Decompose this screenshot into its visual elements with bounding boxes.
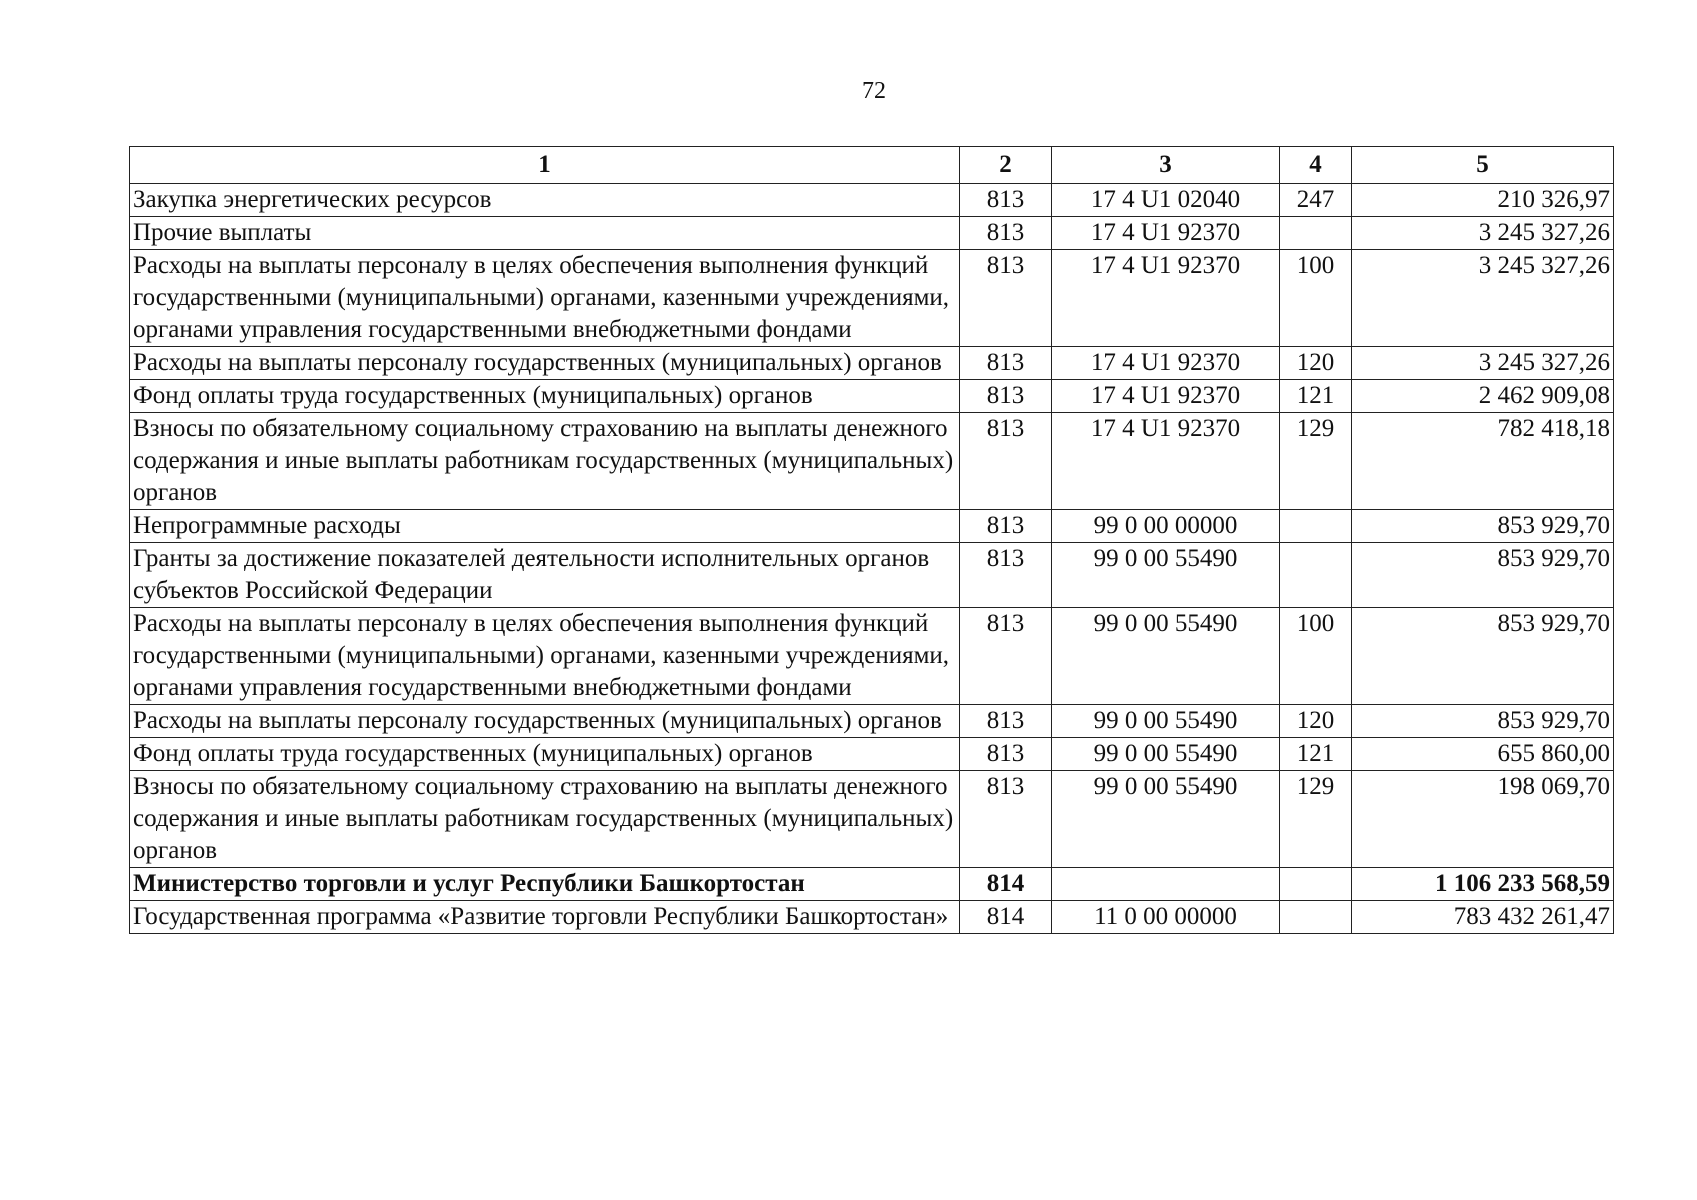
expense-name-cell: Министерство торговли и услуг Республики Башкортостан: [130, 868, 960, 901]
expense-name-cell: Фонд оплаты труда государственных (муниципальных) органов: [130, 380, 960, 413]
admin-code-cell: 813: [960, 771, 1052, 868]
table-row: [130, 250, 1614, 347]
admin-code-cell: 813: [960, 543, 1052, 608]
expense-name-cell: Взносы по обязательному социальному страхованию на выплаты денежного содержания и иные выплаты работникам государственных (муниципальных) органов: [130, 771, 960, 868]
target-code-cell: 17 4 U1 92370: [1052, 347, 1280, 380]
amount-cell: 3 245 327,26: [1352, 217, 1614, 250]
target-code-cell: 17 4 U1 92370: [1052, 413, 1280, 510]
admin-code-cell: 813: [960, 510, 1052, 543]
expense-type-cell: 120: [1280, 705, 1352, 738]
admin-code-cell: 813: [960, 217, 1052, 250]
table-row: [130, 771, 1614, 868]
amount-cell: 2 462 909,08: [1352, 380, 1614, 413]
expense-name-cell: Расходы на выплаты персоналу в целях обеспечения выполнения функций государственными (муниципальными) органами, казенными учреждениями, органами управления государственными внебюджетными фондами: [130, 250, 960, 347]
target-code-cell: 17 4 U1 02040: [1052, 184, 1280, 217]
amount-cell: 3 245 327,26: [1352, 347, 1614, 380]
expense-name-cell: Взносы по обязательному социальному страхованию на выплаты денежного содержания и иные выплаты работникам государственных (муниципальных) органов: [130, 413, 960, 510]
table-row: [130, 510, 1614, 543]
target-code-cell: 17 4 U1 92370: [1052, 250, 1280, 347]
admin-code-cell: 813: [960, 738, 1052, 771]
expense-type-cell: [1280, 217, 1352, 250]
header-row: [130, 147, 1614, 184]
col-header-1: 1: [130, 147, 960, 184]
expense-type-cell: [1280, 901, 1352, 934]
amount-cell: 198 069,70: [1352, 771, 1614, 868]
expense-name-cell: Государственная программа «Развитие торговли Республики Башкортостан»: [130, 901, 960, 934]
amount-cell: 853 929,70: [1352, 543, 1614, 608]
amount-cell: 853 929,70: [1352, 510, 1614, 543]
admin-code-cell: 813: [960, 380, 1052, 413]
target-code-cell: 99 0 00 55490: [1052, 705, 1280, 738]
expense-name-cell: Гранты за достижение показателей деятельности исполнительных органов субъектов Российской Федерации: [130, 543, 960, 608]
table-row: [130, 868, 1614, 901]
table-row: [130, 184, 1614, 217]
expense-name-cell: Непрограммные расходы: [130, 510, 960, 543]
amount-cell: 782 418,18: [1352, 413, 1614, 510]
admin-code-cell: 813: [960, 184, 1052, 217]
expense-name-cell: Прочие выплаты: [130, 217, 960, 250]
expense-type-cell: 120: [1280, 347, 1352, 380]
expense-type-cell: [1280, 510, 1352, 543]
table-body: [130, 184, 1614, 934]
expense-type-cell: 121: [1280, 738, 1352, 771]
table-row: [130, 217, 1614, 250]
expense-type-cell: 129: [1280, 771, 1352, 868]
table-row: [130, 380, 1614, 413]
expense-type-cell: 129: [1280, 413, 1352, 510]
expense-name-cell: Расходы на выплаты персоналу в целях обеспечения выполнения функций государственными (муниципальными) органами, казенными учреждениями, органами управления государственными внебюджетными фондами: [130, 608, 960, 705]
table-row: [130, 347, 1614, 380]
target-code-cell: [1052, 868, 1280, 901]
expense-name-cell: Закупка энергетических ресурсов: [130, 184, 960, 217]
amount-cell: 1 106 233 568,59: [1352, 868, 1614, 901]
table-row: [130, 543, 1614, 608]
table-row: [130, 901, 1614, 934]
col-header-5: 5: [1352, 147, 1614, 184]
col-header-4: 4: [1280, 147, 1352, 184]
expense-type-cell: [1280, 543, 1352, 608]
expense-type-cell: 247: [1280, 184, 1352, 217]
amount-cell: 853 929,70: [1352, 705, 1614, 738]
col-header-3: 3: [1052, 147, 1280, 184]
target-code-cell: 99 0 00 55490: [1052, 771, 1280, 868]
expense-type-cell: 100: [1280, 250, 1352, 347]
admin-code-cell: 813: [960, 413, 1052, 510]
target-code-cell: 99 0 00 55490: [1052, 608, 1280, 705]
expense-type-cell: [1280, 868, 1352, 901]
admin-code-cell: 813: [960, 608, 1052, 705]
amount-cell: 783 432 261,47: [1352, 901, 1614, 934]
expense-type-cell: 121: [1280, 380, 1352, 413]
table-row: [130, 705, 1614, 738]
admin-code-cell: 814: [960, 868, 1052, 901]
budget-table: [129, 146, 1614, 934]
admin-code-cell: 814: [960, 901, 1052, 934]
expense-name-cell: Расходы на выплаты персоналу государственных (муниципальных) органов: [130, 347, 960, 380]
amount-cell: 3 245 327,26: [1352, 250, 1614, 347]
table-row: [130, 413, 1614, 510]
amount-cell: 210 326,97: [1352, 184, 1614, 217]
admin-code-cell: 813: [960, 347, 1052, 380]
target-code-cell: 99 0 00 55490: [1052, 543, 1280, 608]
target-code-cell: 99 0 00 00000: [1052, 510, 1280, 543]
target-code-cell: 17 4 U1 92370: [1052, 217, 1280, 250]
table-row: [130, 738, 1614, 771]
page-number: 72: [862, 78, 886, 104]
expense-name-cell: Расходы на выплаты персоналу государственных (муниципальных) органов: [130, 705, 960, 738]
col-header-2: 2: [960, 147, 1052, 184]
admin-code-cell: 813: [960, 705, 1052, 738]
amount-cell: 655 860,00: [1352, 738, 1614, 771]
amount-cell: 853 929,70: [1352, 608, 1614, 705]
admin-code-cell: 813: [960, 250, 1052, 347]
expense-type-cell: 100: [1280, 608, 1352, 705]
target-code-cell: 11 0 00 00000: [1052, 901, 1280, 934]
target-code-cell: 99 0 00 55490: [1052, 738, 1280, 771]
table-row: [130, 608, 1614, 705]
target-code-cell: 17 4 U1 92370: [1052, 380, 1280, 413]
expense-name-cell: Фонд оплаты труда государственных (муниципальных) органов: [130, 738, 960, 771]
